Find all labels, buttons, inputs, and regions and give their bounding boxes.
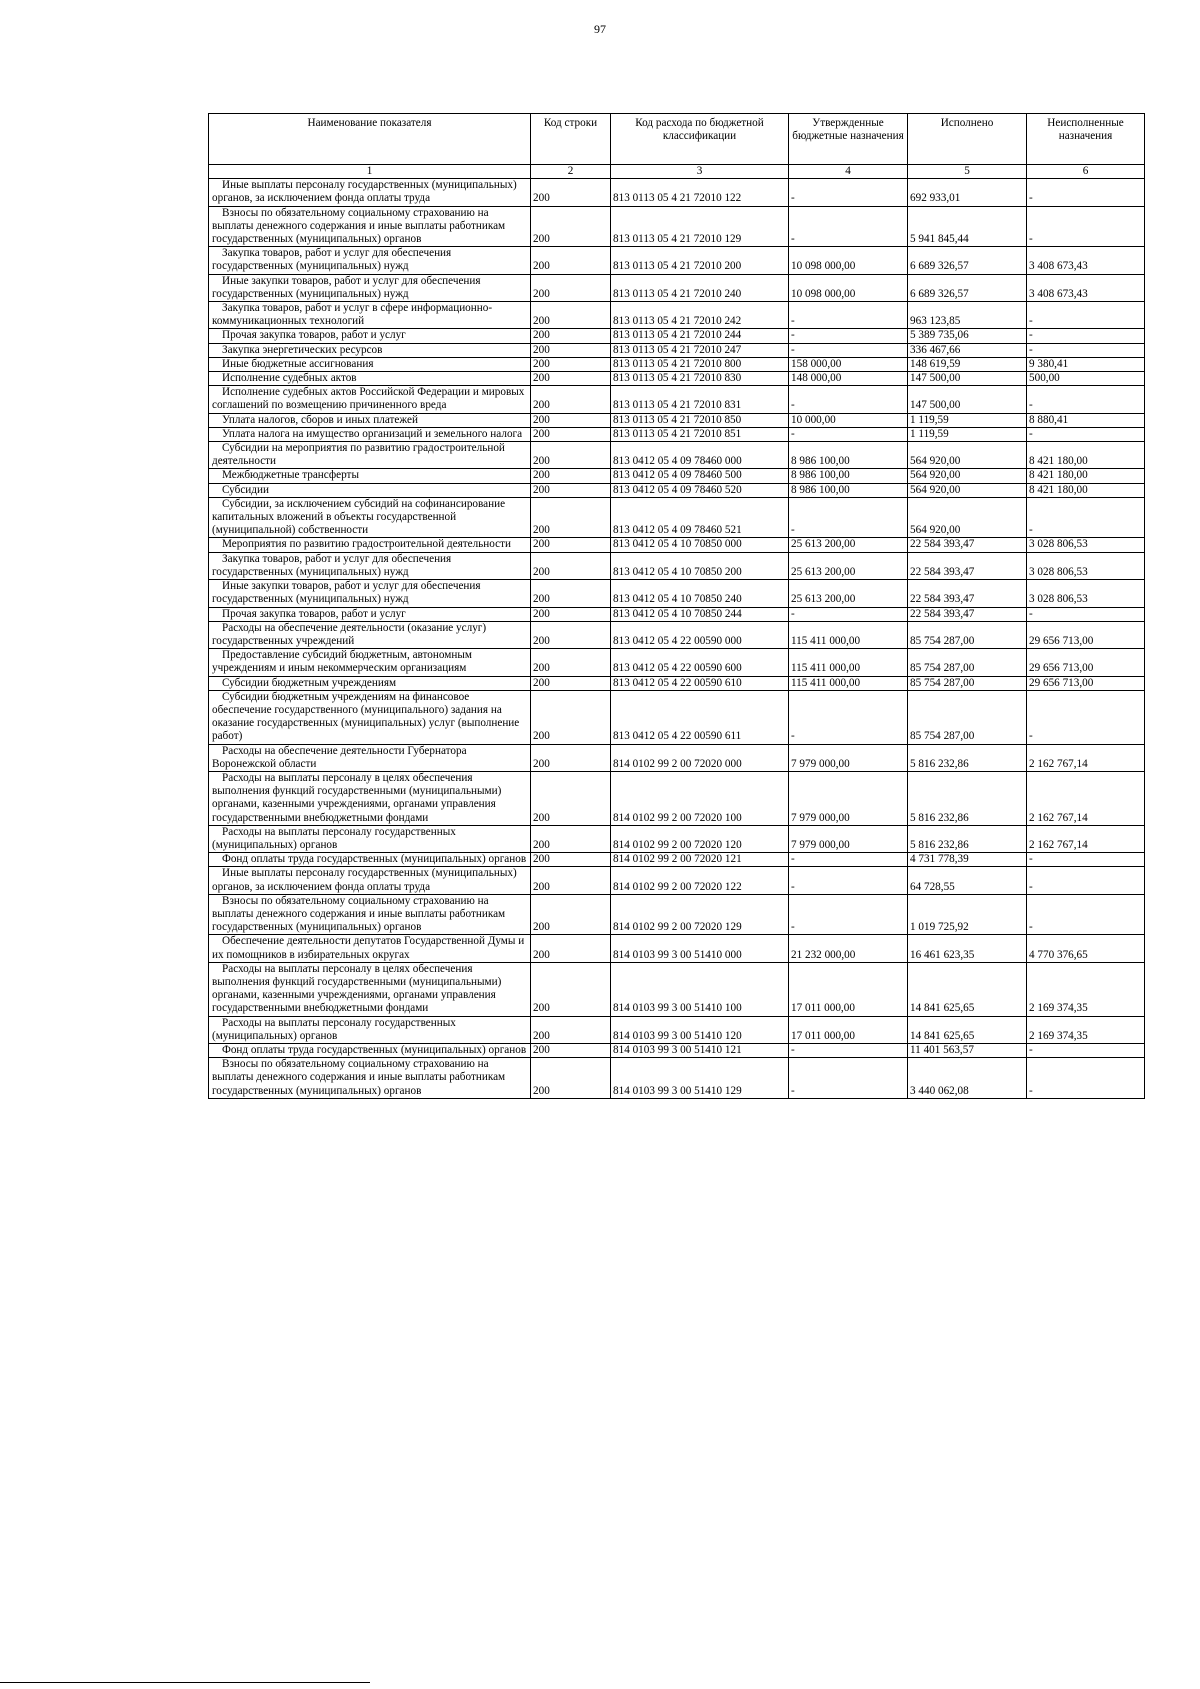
- approved-amount-cell: 25 613 200,00: [789, 580, 908, 607]
- approved-amount-cell: 8 986 100,00: [789, 483, 908, 497]
- line-code-cell: 200: [531, 274, 611, 301]
- executed-amount-cell: 147 500,00: [908, 372, 1027, 386]
- table-row: [209, 442, 1145, 469]
- indicator-name-cell: [209, 621, 531, 648]
- indicator-name-text: Иные закупки товаров, работ и услуг для обеспечения государственных (муниципальных) нужд: [212, 580, 481, 606]
- line-code-cell: 200: [531, 497, 611, 538]
- unexecuted-amount-cell: 4 770 376,65: [1027, 935, 1145, 962]
- approved-amount-cell: 7 979 000,00: [789, 825, 908, 852]
- expense-code-cell: 814 0102 99 2 00 72020 129: [611, 894, 789, 935]
- line-code-cell: 200: [531, 894, 611, 935]
- indicator-name-text: Исполнение судебных актов: [222, 372, 357, 385]
- executed-amount-cell: 1 019 725,92: [908, 894, 1027, 935]
- indicator-name-text: Межбюджетные трансферты: [222, 469, 359, 482]
- approved-amount-cell: -: [789, 343, 908, 357]
- indicator-name-text: Уплата налога на имущество организаций и земельного налога: [222, 427, 523, 440]
- executed-amount-cell: 4 731 778,39: [908, 853, 1027, 867]
- indicator-name-text: Закупка энергетических ресурсов: [222, 343, 383, 356]
- indicator-name-cell: [209, 649, 531, 676]
- line-code-cell: 200: [531, 552, 611, 579]
- expense-code-cell: 813 0113 05 4 21 72010 850: [611, 413, 789, 427]
- executed-amount-cell: 692 933,01: [908, 179, 1027, 206]
- expense-code-cell: 814 0103 99 3 00 51410 129: [611, 1058, 789, 1099]
- table-row: [209, 372, 1145, 386]
- line-code-cell: 200: [531, 329, 611, 343]
- line-code-cell: 200: [531, 676, 611, 690]
- approved-amount-cell: -: [789, 206, 908, 247]
- line-code-cell: 200: [531, 744, 611, 771]
- executed-amount-cell: 14 841 625,65: [908, 1016, 1027, 1043]
- indicator-name-cell: [209, 386, 531, 413]
- line-code-cell: 200: [531, 690, 611, 744]
- unexecuted-amount-cell: -: [1027, 329, 1145, 343]
- indicator-name-text: Субсидии на мероприятия по развитию градостроительной деятельности: [212, 442, 505, 468]
- expense-code-cell: 814 0102 99 2 00 72020 120: [611, 825, 789, 852]
- indicator-name-text: Закупка товаров, работ и услуг для обеспечения государственных (муниципальных) нужд: [212, 552, 452, 578]
- indicator-name-cell: [209, 206, 531, 247]
- line-code-cell: 200: [531, 469, 611, 483]
- unexecuted-amount-cell: -: [1027, 386, 1145, 413]
- header-expense-code: Код расхода по бюджетной классификации: [611, 114, 789, 165]
- indicator-name-cell: [209, 343, 531, 357]
- executed-amount-cell: 564 920,00: [908, 483, 1027, 497]
- indicator-name-cell: [209, 607, 531, 621]
- indicator-name-text: Расходы на выплаты персоналу в целях обеспечения выполнения функций государственными (муниципальными) органами, казенными учреждениями, органами управления государственными внебюджетными фондами: [212, 962, 502, 1015]
- approved-amount-cell: -: [789, 607, 908, 621]
- expense-code-cell: 813 0113 05 4 21 72010 200: [611, 247, 789, 274]
- expense-code-cell: 813 0113 05 4 21 72010 240: [611, 274, 789, 301]
- header-approved: Утвержденные бюджетные назначения: [789, 114, 908, 165]
- indicator-name-text: Иные выплаты персоналу государственных (муниципальных) органов, за исключением фонда оплаты труда: [212, 179, 517, 205]
- executed-amount-cell: 147 500,00: [908, 386, 1027, 413]
- unexecuted-amount-cell: -: [1027, 343, 1145, 357]
- indicator-name-cell: [209, 538, 531, 552]
- line-code-cell: 200: [531, 621, 611, 648]
- expense-code-cell: 813 0412 05 4 10 70850 000: [611, 538, 789, 552]
- approved-amount-cell: 17 011 000,00: [789, 962, 908, 1016]
- unexecuted-amount-cell: 8 421 180,00: [1027, 469, 1145, 483]
- table-row: [209, 825, 1145, 852]
- indicator-name-text: Субсидии бюджетным учреждениям: [222, 676, 397, 689]
- budget-execution-table: [208, 113, 1145, 1099]
- indicator-name-text: Закупка товаров, работ и услуг для обеспечения государственных (муниципальных) нужд: [212, 247, 452, 273]
- approved-amount-cell: -: [789, 179, 908, 206]
- executed-amount-cell: 564 920,00: [908, 497, 1027, 538]
- expense-code-cell: 814 0102 99 2 00 72020 000: [611, 744, 789, 771]
- table-row: [209, 744, 1145, 771]
- line-code-cell: 200: [531, 935, 611, 962]
- executed-amount-cell: 5 941 845,44: [908, 206, 1027, 247]
- expense-code-cell: 814 0102 99 2 00 72020 122: [611, 867, 789, 894]
- unexecuted-amount-cell: 3 028 806,53: [1027, 552, 1145, 579]
- approved-amount-cell: -: [789, 894, 908, 935]
- indicator-name-cell: [209, 552, 531, 579]
- unexecuted-amount-cell: -: [1027, 206, 1145, 247]
- expense-code-cell: 813 0412 05 4 09 78460 521: [611, 497, 789, 538]
- indicator-name-cell: [209, 867, 531, 894]
- line-code-cell: 200: [531, 206, 611, 247]
- executed-amount-cell: 22 584 393,47: [908, 607, 1027, 621]
- unexecuted-amount-cell: 2 162 767,14: [1027, 771, 1145, 825]
- indicator-name-text: Обеспечение деятельности депутатов Государственной Думы и их помощников в избирательных округах: [212, 935, 525, 961]
- approved-amount-cell: -: [789, 427, 908, 441]
- unexecuted-amount-cell: 2 162 767,14: [1027, 744, 1145, 771]
- line-code-cell: 200: [531, 580, 611, 607]
- executed-amount-cell: 5 816 232,86: [908, 771, 1027, 825]
- indicator-name-cell: [209, 442, 531, 469]
- scan-edge-line: [0, 1682, 370, 1683]
- table-row: [209, 274, 1145, 301]
- indicator-name-cell: [209, 676, 531, 690]
- line-code-cell: 200: [531, 247, 611, 274]
- unexecuted-amount-cell: 3 408 673,43: [1027, 247, 1145, 274]
- line-code-cell: 200: [531, 343, 611, 357]
- executed-amount-cell: 6 689 326,57: [908, 247, 1027, 274]
- approved-amount-cell: -: [789, 497, 908, 538]
- indicator-name-text: Уплата налогов, сборов и иных платежей: [222, 413, 418, 426]
- expense-code-cell: 813 0412 05 4 10 70850 244: [611, 607, 789, 621]
- column-number: 3: [611, 165, 789, 179]
- table-row: [209, 538, 1145, 552]
- table-row: [209, 179, 1145, 206]
- unexecuted-amount-cell: 8 421 180,00: [1027, 442, 1145, 469]
- executed-amount-cell: 85 754 287,00: [908, 676, 1027, 690]
- table-row: [209, 580, 1145, 607]
- approved-amount-cell: -: [789, 386, 908, 413]
- table-row: [209, 867, 1145, 894]
- column-number: 5: [908, 165, 1027, 179]
- table-row: [209, 853, 1145, 867]
- indicator-name-cell: [209, 1044, 531, 1058]
- expense-code-cell: 813 0113 05 4 21 72010 122: [611, 179, 789, 206]
- indicator-name-text: Прочая закупка товаров, работ и услуг: [222, 329, 406, 342]
- expense-code-cell: 813 0412 05 4 10 70850 200: [611, 552, 789, 579]
- unexecuted-amount-cell: -: [1027, 853, 1145, 867]
- indicator-name-cell: [209, 1016, 531, 1043]
- line-code-cell: 200: [531, 357, 611, 371]
- expense-code-cell: 813 0113 05 4 21 72010 831: [611, 386, 789, 413]
- line-code-cell: 200: [531, 867, 611, 894]
- executed-amount-cell: 64 728,55: [908, 867, 1027, 894]
- table-row: [209, 206, 1145, 247]
- indicator-name-cell: [209, 274, 531, 301]
- line-code-cell: 200: [531, 442, 611, 469]
- approved-amount-cell: -: [789, 1058, 908, 1099]
- table-row: [209, 247, 1145, 274]
- line-code-cell: 200: [531, 538, 611, 552]
- table-row: [209, 357, 1145, 371]
- unexecuted-amount-cell: -: [1027, 867, 1145, 894]
- approved-amount-cell: 115 411 000,00: [789, 676, 908, 690]
- expense-code-cell: 813 0412 05 4 10 70850 240: [611, 580, 789, 607]
- indicator-name-cell: [209, 771, 531, 825]
- indicator-name-cell: [209, 469, 531, 483]
- executed-amount-cell: 963 123,85: [908, 302, 1027, 329]
- column-number: 4: [789, 165, 908, 179]
- indicator-name-text: Расходы на выплаты персоналу государственных (муниципальных) органов: [212, 825, 456, 851]
- table-row: [209, 1058, 1145, 1099]
- expense-code-cell: 813 0412 05 4 22 00590 611: [611, 690, 789, 744]
- executed-amount-cell: 148 619,59: [908, 357, 1027, 371]
- unexecuted-amount-cell: 2 169 374,35: [1027, 1016, 1145, 1043]
- indicator-name-text: Исполнение судебных актов Российской Федерации и мировых соглашений по возмещению причиненного вреда: [212, 386, 525, 412]
- line-code-cell: 200: [531, 962, 611, 1016]
- approved-amount-cell: -: [789, 329, 908, 343]
- executed-amount-cell: 5 389 735,06: [908, 329, 1027, 343]
- indicator-name-cell: [209, 744, 531, 771]
- expense-code-cell: 813 0113 05 4 21 72010 247: [611, 343, 789, 357]
- indicator-name-text: Взносы по обязательному социальному страхованию на выплаты денежного содержания и иные выплаты работникам государственных (муниципальных) органов: [212, 894, 506, 934]
- table-row: [209, 1044, 1145, 1058]
- indicator-name-cell: [209, 580, 531, 607]
- approved-amount-cell: 8 986 100,00: [789, 442, 908, 469]
- indicator-name-text: Расходы на обеспечение деятельности Губернатора Воронежской области: [212, 744, 467, 770]
- table-header-row: [209, 114, 1145, 165]
- executed-amount-cell: 85 754 287,00: [908, 621, 1027, 648]
- line-code-cell: 200: [531, 771, 611, 825]
- unexecuted-amount-cell: 29 656 713,00: [1027, 676, 1145, 690]
- line-code-cell: 200: [531, 372, 611, 386]
- executed-amount-cell: 1 119,59: [908, 413, 1027, 427]
- approved-amount-cell: -: [789, 302, 908, 329]
- indicator-name-cell: [209, 247, 531, 274]
- column-number: 1: [209, 165, 531, 179]
- header-executed: Исполнено: [908, 114, 1027, 165]
- unexecuted-amount-cell: 2 162 767,14: [1027, 825, 1145, 852]
- approved-amount-cell: 10 098 000,00: [789, 274, 908, 301]
- executed-amount-cell: 85 754 287,00: [908, 649, 1027, 676]
- indicator-name-text: Фонд оплаты труда государственных (муниципальных) органов: [222, 1044, 527, 1056]
- page-number: 97: [594, 22, 606, 36]
- executed-amount-cell: 85 754 287,00: [908, 690, 1027, 744]
- approved-amount-cell: 158 000,00: [789, 357, 908, 371]
- line-code-cell: 200: [531, 1058, 611, 1099]
- table-row: [209, 962, 1145, 1016]
- table-row: [209, 676, 1145, 690]
- expense-code-cell: 813 0412 05 4 09 78460 000: [611, 442, 789, 469]
- approved-amount-cell: -: [789, 867, 908, 894]
- line-code-cell: 200: [531, 483, 611, 497]
- executed-amount-cell: 564 920,00: [908, 442, 1027, 469]
- line-code-cell: 200: [531, 649, 611, 676]
- approved-amount-cell: -: [789, 1044, 908, 1058]
- table-row: [209, 607, 1145, 621]
- line-code-cell: 200: [531, 1016, 611, 1043]
- indicator-name-text: Закупка товаров, работ и услуг в сфере информационно-коммуникационных технологий: [212, 302, 493, 328]
- executed-amount-cell: 6 689 326,57: [908, 274, 1027, 301]
- unexecuted-amount-cell: -: [1027, 690, 1145, 744]
- unexecuted-amount-cell: -: [1027, 1044, 1145, 1058]
- expense-code-cell: 813 0113 05 4 21 72010 851: [611, 427, 789, 441]
- table-row: [209, 343, 1145, 357]
- table-row: [209, 302, 1145, 329]
- executed-amount-cell: 22 584 393,47: [908, 552, 1027, 579]
- executed-amount-cell: 11 401 563,57: [908, 1044, 1027, 1058]
- approved-amount-cell: 17 011 000,00: [789, 1016, 908, 1043]
- unexecuted-amount-cell: 29 656 713,00: [1027, 649, 1145, 676]
- approved-amount-cell: -: [789, 690, 908, 744]
- executed-amount-cell: 22 584 393,47: [908, 538, 1027, 552]
- expense-code-cell: 813 0113 05 4 21 72010 800: [611, 357, 789, 371]
- indicator-name-cell: [209, 935, 531, 962]
- unexecuted-amount-cell: -: [1027, 302, 1145, 329]
- unexecuted-amount-cell: 2 169 374,35: [1027, 962, 1145, 1016]
- approved-amount-cell: 115 411 000,00: [789, 621, 908, 648]
- indicator-name-text: Расходы на выплаты персоналу государственных (муниципальных) органов: [212, 1016, 456, 1042]
- table-row: [209, 483, 1145, 497]
- indicator-name-text: Расходы на выплаты персоналу в целях обеспечения выполнения функций государственными (муниципальными) органами, казенными учреждениями, органами управления государственными внебюджетными фондами: [212, 771, 502, 824]
- table-row: [209, 894, 1145, 935]
- line-code-cell: 200: [531, 413, 611, 427]
- column-number-row: [209, 165, 1145, 179]
- expense-code-cell: 813 0412 05 4 22 00590 610: [611, 676, 789, 690]
- expense-code-cell: 814 0102 99 2 00 72020 121: [611, 853, 789, 867]
- unexecuted-amount-cell: -: [1027, 607, 1145, 621]
- unexecuted-amount-cell: -: [1027, 427, 1145, 441]
- indicator-name-cell: [209, 825, 531, 852]
- line-code-cell: 200: [531, 1044, 611, 1058]
- expense-code-cell: 813 0412 05 4 09 78460 500: [611, 469, 789, 483]
- indicator-name-text: Взносы по обязательному социальному страхованию на выплаты денежного содержания и иные выплаты работникам государственных (муниципальных) органов: [212, 1058, 506, 1097]
- table-row: [209, 690, 1145, 744]
- table-row: [209, 469, 1145, 483]
- expense-code-cell: 813 0113 05 4 21 72010 129: [611, 206, 789, 247]
- indicator-name-text: Расходы на обеспечение деятельности (оказание услуг) государственных учреждений: [212, 621, 487, 647]
- approved-amount-cell: 148 000,00: [789, 372, 908, 386]
- executed-amount-cell: 564 920,00: [908, 469, 1027, 483]
- approved-amount-cell: 115 411 000,00: [789, 649, 908, 676]
- table-row: [209, 771, 1145, 825]
- executed-amount-cell: 5 816 232,86: [908, 825, 1027, 852]
- approved-amount-cell: 25 613 200,00: [789, 552, 908, 579]
- indicator-name-cell: [209, 302, 531, 329]
- expense-code-cell: 814 0103 99 3 00 51410 000: [611, 935, 789, 962]
- expense-code-cell: 813 0113 05 4 21 72010 242: [611, 302, 789, 329]
- column-number: 6: [1027, 165, 1145, 179]
- line-code-cell: 200: [531, 853, 611, 867]
- indicator-name-text: Субсидии, за исключением субсидий на софинансирование капитальных вложений в объекты государственной (муниципальной) собственности: [212, 497, 506, 537]
- expense-code-cell: 813 0113 05 4 21 72010 830: [611, 372, 789, 386]
- approved-amount-cell: -: [789, 853, 908, 867]
- table-row: [209, 386, 1145, 413]
- unexecuted-amount-cell: 29 656 713,00: [1027, 621, 1145, 648]
- approved-amount-cell: 25 613 200,00: [789, 538, 908, 552]
- indicator-name-cell: [209, 497, 531, 538]
- expense-code-cell: 813 0412 05 4 22 00590 000: [611, 621, 789, 648]
- indicator-name-text: Субсидии: [222, 483, 269, 496]
- unexecuted-amount-cell: 8 421 180,00: [1027, 483, 1145, 497]
- executed-amount-cell: 22 584 393,47: [908, 580, 1027, 607]
- indicator-name-cell: [209, 413, 531, 427]
- indicator-name-text: Мероприятия по развитию градостроительной деятельности: [222, 538, 511, 551]
- executed-amount-cell: 336 467,66: [908, 343, 1027, 357]
- executed-amount-cell: 1 119,59: [908, 427, 1027, 441]
- unexecuted-amount-cell: -: [1027, 1058, 1145, 1099]
- unexecuted-amount-cell: -: [1027, 179, 1145, 206]
- expense-code-cell: 814 0103 99 3 00 51410 120: [611, 1016, 789, 1043]
- indicator-name-cell: [209, 357, 531, 371]
- indicator-name-cell: [209, 427, 531, 441]
- column-number: 2: [531, 165, 611, 179]
- line-code-cell: 200: [531, 386, 611, 413]
- approved-amount-cell: 21 232 000,00: [789, 935, 908, 962]
- approved-amount-cell: 10 098 000,00: [789, 247, 908, 274]
- table-row: [209, 649, 1145, 676]
- executed-amount-cell: 5 816 232,86: [908, 744, 1027, 771]
- unexecuted-amount-cell: 3 028 806,53: [1027, 580, 1145, 607]
- unexecuted-amount-cell: 3 408 673,43: [1027, 274, 1145, 301]
- table-row: [209, 329, 1145, 343]
- header-unexecuted: Неисполненные назначения: [1027, 114, 1145, 165]
- expense-code-cell: 814 0102 99 2 00 72020 100: [611, 771, 789, 825]
- line-code-cell: 200: [531, 607, 611, 621]
- unexecuted-amount-cell: 8 880,41: [1027, 413, 1145, 427]
- indicator-name-text: Иные выплаты персоналу государственных (муниципальных) органов, за исключением фонда оплаты труда: [212, 867, 517, 893]
- unexecuted-amount-cell: -: [1027, 894, 1145, 935]
- indicator-name-cell: [209, 894, 531, 935]
- table-row: [209, 427, 1145, 441]
- indicator-name-text: Фонд оплаты труда государственных (муниципальных) органов: [222, 853, 527, 866]
- table-row: [209, 621, 1145, 648]
- indicator-name-text: Субсидии бюджетным учреждениям на финансовое обеспечение государственного (муниципального) задания на оказание государственных (муниципальных) услуг (выполнение работ): [212, 690, 520, 743]
- indicator-name-cell: [209, 962, 531, 1016]
- indicator-name-cell: [209, 372, 531, 386]
- table-row: [209, 1016, 1145, 1043]
- approved-amount-cell: 8 986 100,00: [789, 469, 908, 483]
- indicator-name-cell: [209, 329, 531, 343]
- table-row: [209, 552, 1145, 579]
- indicator-name-text: Иные закупки товаров, работ и услуг для обеспечения государственных (муниципальных) нужд: [212, 274, 481, 300]
- indicator-name-cell: [209, 179, 531, 206]
- indicator-name-text: Предоставление субсидий бюджетным, автономным учреждениям и иным некоммерческим организациям: [212, 649, 472, 675]
- unexecuted-amount-cell: 9 380,41: [1027, 357, 1145, 371]
- table-row: [209, 497, 1145, 538]
- approved-amount-cell: 7 979 000,00: [789, 744, 908, 771]
- unexecuted-amount-cell: 3 028 806,53: [1027, 538, 1145, 552]
- indicator-name-text: Иные бюджетные ассигнования: [222, 357, 374, 370]
- indicator-name-cell: [209, 1058, 531, 1099]
- indicator-name-cell: [209, 690, 531, 744]
- header-indicator-name: Наименование показателя: [209, 114, 531, 165]
- executed-amount-cell: 16 461 623,35: [908, 935, 1027, 962]
- line-code-cell: 200: [531, 302, 611, 329]
- approved-amount-cell: 10 000,00: [789, 413, 908, 427]
- indicator-name-text: Прочая закупка товаров, работ и услуг: [222, 607, 406, 620]
- executed-amount-cell: 3 440 062,08: [908, 1058, 1027, 1099]
- expense-code-cell: 813 0412 05 4 09 78460 520: [611, 483, 789, 497]
- expense-code-cell: 814 0103 99 3 00 51410 121: [611, 1044, 789, 1058]
- indicator-name-text: Взносы по обязательному социальному страхованию на выплаты денежного содержания и иные выплаты работникам государственных (муниципальных) органов: [212, 206, 506, 246]
- unexecuted-amount-cell: -: [1027, 497, 1145, 538]
- line-code-cell: 200: [531, 427, 611, 441]
- line-code-cell: 200: [531, 825, 611, 852]
- line-code-cell: 200: [531, 179, 611, 206]
- executed-amount-cell: 14 841 625,65: [908, 962, 1027, 1016]
- expense-code-cell: 813 0113 05 4 21 72010 244: [611, 329, 789, 343]
- header-line-code: Код строки: [531, 114, 611, 165]
- expense-code-cell: 814 0103 99 3 00 51410 100: [611, 962, 789, 1016]
- approved-amount-cell: 7 979 000,00: [789, 771, 908, 825]
- unexecuted-amount-cell: 500,00: [1027, 372, 1145, 386]
- indicator-name-cell: [209, 483, 531, 497]
- indicator-name-cell: [209, 853, 531, 867]
- table-row: [209, 413, 1145, 427]
- table-body: [209, 179, 1145, 1099]
- expense-code-cell: 813 0412 05 4 22 00590 600: [611, 649, 789, 676]
- table-row: [209, 935, 1145, 962]
